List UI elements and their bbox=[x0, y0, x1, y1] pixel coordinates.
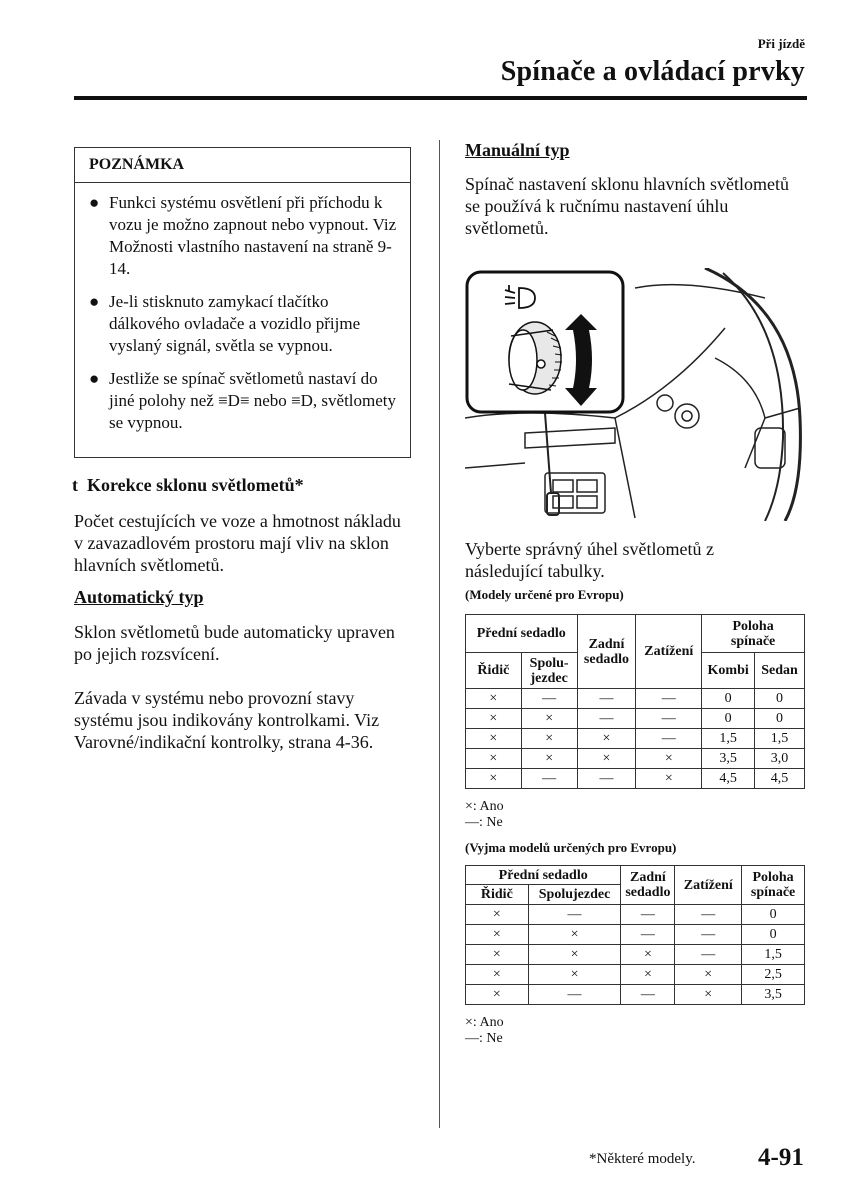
header-rule bbox=[74, 96, 807, 100]
table-row: × × × × 2,5 bbox=[466, 965, 805, 985]
table-row: × — — × 3,5 bbox=[466, 985, 805, 1005]
header-front-seat: Přední sedadlo bbox=[466, 866, 621, 885]
table-row: × × × × 3,5 3,0 bbox=[466, 749, 805, 769]
header-sedan: Sedan bbox=[755, 653, 805, 689]
footnote: *Některé modely. bbox=[589, 1151, 696, 1167]
note-item: ● Jestliže se spínač světlometů nastaví do jiné polohy než ≡D≡ nebo ≡D, světlomety se vypnou. bbox=[89, 369, 397, 432]
table-eu-legend bbox=[465, 799, 504, 831]
table-row: × — — × 4,5 4,5 bbox=[466, 769, 805, 789]
note-item: ● Funkci systému osvětlení při příchodu k vozu je možno zapnout nebo vypnout. Viz Možnosti vlastního nastavení na straně 9-14. bbox=[89, 193, 397, 278]
header-driver: Řidič bbox=[466, 885, 529, 905]
note-item: ● Je-li stisknuto zamykací tlačítko dálkového ovladače a vozidlo přijme vyslaný signál, světla se vypnou. bbox=[89, 292, 361, 355]
table-row: × — — — 0 0 bbox=[466, 689, 805, 709]
table-eu-caption: (Modely určené pro Evropu) bbox=[465, 587, 624, 602]
table-non-eu-legend bbox=[465, 1015, 504, 1047]
legend-yes: ×: Ano bbox=[465, 1015, 504, 1030]
page-number: 4-91 bbox=[758, 1144, 804, 1171]
header-switch-position: Poloha spínače bbox=[702, 615, 805, 653]
running-header-section: Při jízdě bbox=[757, 36, 805, 51]
column-divider bbox=[439, 140, 440, 1128]
header-kombi: Kombi bbox=[702, 653, 755, 689]
header-switch-position: Poloha spínače bbox=[742, 866, 805, 905]
bullet-icon: ● bbox=[89, 193, 100, 212]
page-title: Spínače a ovládací prvky bbox=[500, 56, 805, 87]
table-row: × × — — 0 0 bbox=[466, 709, 805, 729]
legend-no: —: Ne bbox=[465, 1031, 503, 1046]
table-non-eu-caption: (Vyjma modelů určených pro Evropu) bbox=[465, 840, 677, 855]
table-row: × × × — 1,5 bbox=[466, 945, 805, 965]
manual-type-text: Spínač nastavení sklonu hlavních světlometů se používá k ručnímu nastavení úhlu světlometů. bbox=[465, 174, 789, 238]
leveling-dial-icon bbox=[509, 322, 561, 394]
header-passenger: Spolujezdec bbox=[528, 885, 621, 905]
section-heading: t Korekce sklonu světlometů* bbox=[72, 475, 304, 495]
header-driver: Řidič bbox=[466, 653, 522, 689]
header-load: Zatížení bbox=[636, 615, 702, 689]
intro-text: Počet cestujících ve voze a hmotnost nákladu v zavazadlovém prostoru mají vliv na sklon hlavních světlometů. bbox=[74, 511, 401, 575]
note-separator bbox=[75, 182, 410, 183]
legend-no: —: Ne bbox=[465, 815, 503, 830]
select-angle-text: Vyberte správný úhel světlometů z následující tabulky. bbox=[465, 539, 714, 581]
table-row: × × × — 1,5 1,5 bbox=[466, 729, 805, 749]
legend-yes: ×: Ano bbox=[465, 799, 504, 814]
header-front-seat: Přední sedadlo bbox=[466, 615, 578, 653]
header-rear-seat: Zadní sedadlo bbox=[577, 615, 636, 689]
auto-type-heading: Automatický typ bbox=[74, 587, 204, 607]
bullet-icon: ● bbox=[89, 292, 100, 311]
table-non-eu bbox=[465, 865, 805, 1005]
header-passenger: Spolu- jezdec bbox=[521, 653, 577, 689]
section-marker: t bbox=[72, 475, 78, 495]
auto-type-text: Sklon světlometů bude automaticky upraven po jejich rozsvícení. bbox=[74, 622, 395, 664]
auto-type-fault-text: Závada v systému nebo provozní stavy systému jsou indikovány kontrolkami. Viz Varovné/indikační kontrolky, strana 4-36. bbox=[74, 688, 380, 752]
table-row: × × — — 0 bbox=[466, 925, 805, 945]
headlight-leveling-switch-illustration bbox=[465, 268, 808, 521]
note-title: POZNÁMKA bbox=[89, 156, 185, 173]
manual-type-heading: Manuální typ bbox=[465, 140, 570, 160]
bullet-icon: ● bbox=[89, 369, 100, 388]
note-list bbox=[87, 192, 400, 445]
table-row: × — — — 0 bbox=[466, 905, 805, 925]
note-box bbox=[74, 147, 411, 458]
table-eu bbox=[465, 614, 805, 789]
header-rear-seat: Zadní sedadlo bbox=[621, 866, 675, 905]
header-load: Zatížení bbox=[675, 866, 742, 905]
